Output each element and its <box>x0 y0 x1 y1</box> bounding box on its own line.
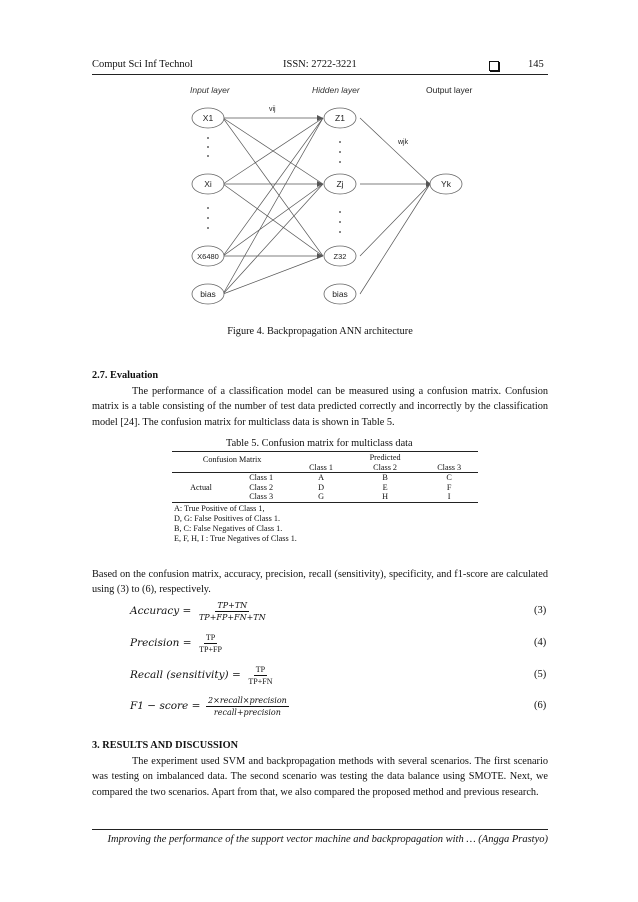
table-cell: A <box>318 473 324 482</box>
node-x1: X1 <box>202 113 214 123</box>
table-cell: F <box>446 482 452 492</box>
figure-caption: Figure 4. Backpropagation ANN architecture <box>227 326 413 337</box>
table-title: Table 5. Confusion matrix for multiclass data <box>226 438 413 449</box>
table-notes <box>174 504 297 544</box>
row-label: Class 3 <box>249 492 274 501</box>
table-note: B, C: False Negatives of Class 1. <box>174 524 283 533</box>
node-xi: Xi <box>204 179 212 189</box>
node-z1: Z1 <box>335 113 345 123</box>
equation-f1 <box>130 696 289 717</box>
row-label: Class 1 <box>249 473 274 482</box>
table-cell: D <box>318 482 324 492</box>
equation-precision <box>130 633 224 654</box>
table-cell: C <box>446 473 452 482</box>
equation-denominator: TP+FN <box>248 677 273 686</box>
node-zj: Zj <box>336 179 344 189</box>
equation-denominator: TP+FP+FN+TN <box>198 613 266 622</box>
node-input-bias: bias <box>200 289 216 299</box>
confusion-matrix-table <box>172 453 478 503</box>
input-layer-label: Input layer <box>190 85 230 95</box>
node-x6480: X6480 <box>197 252 219 261</box>
equation-lhs: Precision = <box>130 636 192 649</box>
node-yk: Yk <box>441 179 451 189</box>
section-heading-evaluation: 2.7. Evaluation <box>92 370 159 381</box>
footer-rule <box>92 829 548 830</box>
equation-lhs: Recall (sensitivity) = <box>130 668 241 681</box>
node-z32: Z32 <box>333 252 347 261</box>
output-layer-label: Output layer <box>426 85 473 95</box>
weight-v-label: vij <box>269 106 276 113</box>
equation-accuracy <box>130 601 268 622</box>
checkbox-square-icon <box>489 61 499 71</box>
equation-lhs: Accuracy = <box>130 604 192 617</box>
col-header: Class 1 <box>309 462 333 472</box>
journal-name: Comput Sci Inf Technol <box>92 59 193 70</box>
equation-numerator: TP <box>205 633 216 642</box>
section-heading-results: 3. RESULTS AND DISCUSSION <box>92 740 239 751</box>
table-cell: B <box>382 473 388 482</box>
table-note: D, G: False Positives of Class 1. <box>174 514 280 523</box>
table-note: E, F, H, I : True Negatives of Class 1. <box>174 534 297 543</box>
equation-numerator: TP+TN <box>217 601 248 610</box>
running-footer: Improving the performance of the support vector machine and backpropagation with … (Angga Prastyo) <box>107 834 548 845</box>
equation-number: (5) <box>534 669 547 680</box>
predicted-label: Predicted <box>369 453 401 462</box>
equation-numerator: TP <box>255 665 266 674</box>
equation-denominator: recall+precision <box>213 708 281 717</box>
actual-label: Actual <box>190 482 212 492</box>
header-rule <box>92 74 548 75</box>
results-paragraph: The experiment used SVM and backpropagation methods with several scenarios. The first scenario was testing on imbalanced data. The second scenario was testing the data balance using SMOTE. Next, we compared the two scenarios. Apart from that, we also compared the proposed method and previous research. <box>92 756 548 798</box>
table-corner: Confusion Matrix <box>202 455 262 464</box>
metrics-intro-paragraph: Based on the confusion matrix, accuracy, precision, recall (sensitivity), specificity, and f1-score are calculated using (3) to (6), respectively. <box>92 569 548 596</box>
hidden-layer-label: Hidden layer <box>312 85 360 95</box>
node-hidden-bias: bias <box>332 289 348 299</box>
weight-w-label: wjk <box>398 139 409 146</box>
page-number: 145 <box>528 59 544 70</box>
issn: ISSN: 2722-3221 <box>283 59 357 70</box>
table-cell: E <box>382 482 388 492</box>
ann-architecture-diagram <box>160 80 490 310</box>
equation-number: (3) <box>534 605 547 616</box>
equation-numerator: 2×recall×precision <box>208 696 287 705</box>
equation-denominator: TP+FP <box>199 645 222 654</box>
col-header: Class 3 <box>437 462 462 472</box>
equation-number: (4) <box>534 637 547 648</box>
table-cell: I <box>447 492 451 501</box>
table-top-rule <box>172 451 478 452</box>
table-cell: G <box>318 492 324 501</box>
evaluation-paragraph: The performance of a classification model can be measured using a confusion matrix. Confusion matrix is a table consisting of the number of test data predicted correctly and incorrectly by the classification model [24]. The confusion matrix for multiclass data is shown in Table 5. <box>92 386 548 428</box>
equation-recall <box>130 665 274 686</box>
col-header: Class 2 <box>373 462 398 472</box>
equation-lhs: F1 − score = <box>130 699 201 712</box>
table-cell: H <box>382 492 389 501</box>
table-note: A: True Positive of Class 1, <box>174 504 265 513</box>
row-label: Class 2 <box>249 482 274 492</box>
equation-number: (6) <box>534 700 547 711</box>
